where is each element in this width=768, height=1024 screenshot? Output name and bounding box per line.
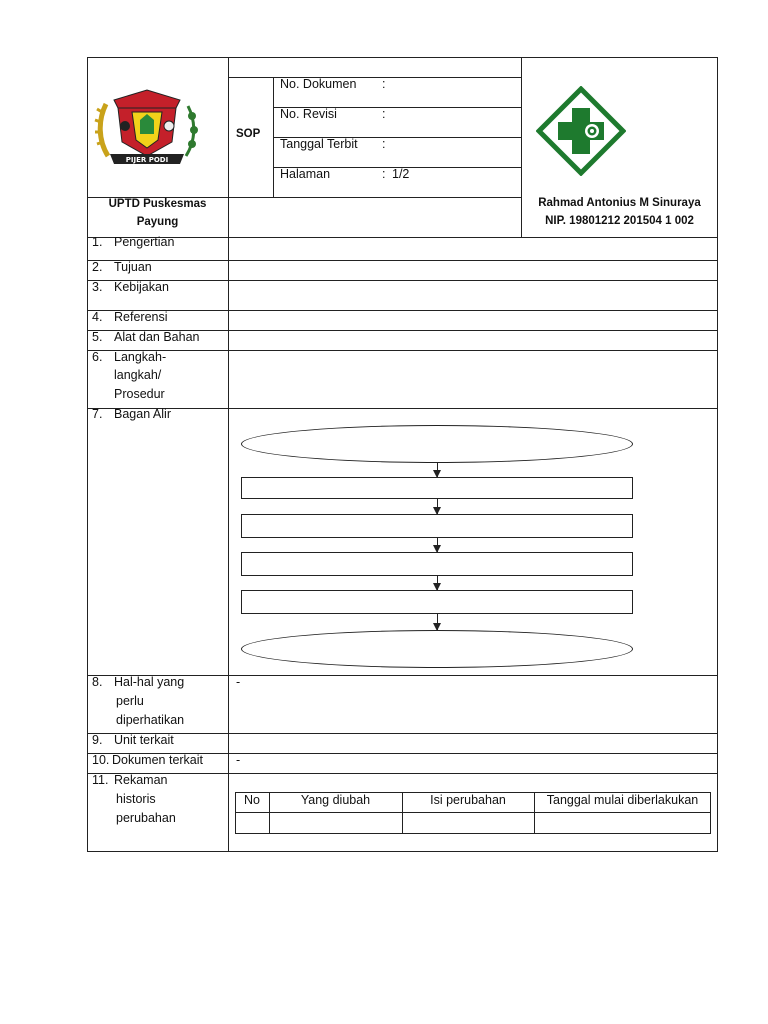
signer-name: Rahmad Antonius M Sinuraya (538, 197, 701, 209)
section-label: 11. Rekaman (92, 773, 168, 787)
row-line (87, 310, 718, 311)
flow-end-terminal (241, 630, 633, 668)
history-header-cell: Isi perubahan (430, 793, 506, 807)
header-line (228, 77, 521, 78)
section-value: - (236, 753, 241, 767)
section-label: perubahan (116, 811, 176, 825)
row-line (87, 260, 718, 261)
flow-process-box (241, 590, 633, 614)
field-sep: : (382, 107, 386, 121)
field-label: No. Revisi (280, 107, 337, 121)
section-label: diperhatikan (116, 713, 185, 727)
flow-process-box (241, 514, 633, 538)
section-label: 10. Dokumen terkait (92, 753, 204, 767)
flow-process-box (241, 477, 633, 499)
section-label: historis (116, 792, 156, 806)
flow-arrow (437, 614, 438, 630)
flow-process-box (241, 552, 633, 576)
field-label: Halaman (280, 167, 331, 181)
row-line (87, 237, 718, 238)
history-header-cell: Tanggal mulai diberlakukan (546, 793, 699, 807)
field-label: Tanggal Terbit (280, 137, 358, 151)
section-label: 2. Tujuan (92, 260, 152, 274)
row-line (87, 733, 718, 734)
puskesmas-logo (536, 86, 626, 176)
section-label: 7. Bagan Alir (92, 407, 171, 421)
section-label: 9. Unit terkait (92, 733, 174, 747)
row-line (87, 408, 718, 409)
field-sep: : (382, 137, 386, 151)
signer-nip: NIP. 19801212 201504 1 002 (545, 215, 694, 227)
section-label: langkah/ (114, 368, 162, 382)
section-label: 8. Hal-hal yang (92, 675, 185, 689)
row-line (87, 280, 718, 281)
section-label: 1. Pengertian (92, 235, 175, 249)
field-sep: : (382, 77, 386, 91)
regency-logo (92, 86, 202, 170)
flow-arrow (437, 538, 438, 552)
institution-name: UPTD Puskesmas (108, 198, 207, 210)
field-label: No. Dokumen (280, 77, 357, 91)
row-line (87, 773, 718, 774)
field-value: 1/2 (392, 167, 410, 181)
doc-type-label: SOP (236, 128, 261, 140)
history-header-cell: Yang diubah (300, 793, 371, 807)
history-header-cell: No (244, 793, 260, 807)
history-table-line (235, 812, 711, 813)
section-value: - (236, 675, 241, 689)
institution-name: Payung (136, 216, 179, 228)
row-line (87, 350, 718, 351)
field-sep: : (382, 167, 386, 181)
flow-arrow (437, 499, 438, 514)
section-label: perlu (116, 694, 144, 708)
section-label: 4. Referensi (92, 310, 168, 324)
section-label: Prosedur (114, 387, 165, 401)
flow-arrow (437, 576, 438, 590)
section-label: 3. Kebijakan (92, 280, 169, 294)
section-label: 6. Langkah- (92, 350, 167, 364)
flow-arrow (437, 463, 438, 477)
flow-start-terminal (241, 425, 633, 463)
section-label: 5. Alat dan Bahan (92, 330, 200, 344)
logo-ribbon-text: PIJER PODI (125, 156, 169, 164)
